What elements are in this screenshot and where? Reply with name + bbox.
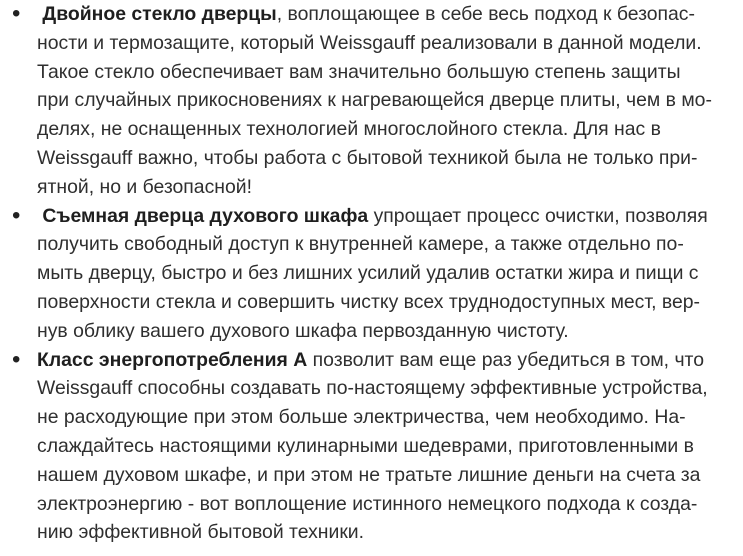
text-line: нашем духовом шкафе, и при этом не тратьте лишние деньги на счета за: [37, 463, 701, 486]
text-line: ятной, но и безопасной!: [37, 175, 252, 198]
feature-title: Съемная дверца духового шкафа: [42, 204, 369, 227]
text-line: электроэнергию - вот воплощение истинного немецкого подхода к созда-: [37, 492, 698, 515]
bullet-icon: •: [12, 201, 21, 229]
text-line: ности и термозащите, который Weissgauff реализовали в данной модели.: [37, 31, 702, 54]
feature-text: позволит вам еще раз убедиться в том, что: [307, 348, 705, 371]
text-line: Weissgauff важно, чтобы работа с бытовой техникой была не только при-: [37, 146, 698, 169]
list-item-energy-class: [0, 346, 743, 548]
text-line: делях, не оснащенных технологией многослойного стекла. Для нас в: [37, 118, 661, 141]
text-line: мыть дверцу, быстро и без лишних усилий удалив остатки жира и пищи с: [37, 262, 699, 285]
list-item-double-glass: [0, 0, 743, 202]
list-item-removable-door: [0, 202, 743, 346]
text-line: получить свободный доступ к внутренней камере, а также отдельно по-: [37, 233, 684, 256]
first-line: [37, 0, 741, 29]
text-line: поверхности стекла и совершить чистку всех труднодоступных мест, вер-: [37, 290, 700, 313]
text-line: слаждайтесь настоящими кулинарными шедеврами, приготовленными в: [37, 434, 694, 457]
feature-title: Класс энергопотребления А: [37, 348, 308, 371]
feature-title: Двойное стекло дверцы: [42, 3, 277, 25]
feature-text: упрощает процесс очистки, позволяя: [368, 204, 708, 227]
first-line: [37, 202, 741, 231]
bullet-icon: •: [12, 345, 21, 373]
feature-text: , воплощающее в себе весь подход к безопас-: [276, 3, 695, 25]
text-line: нию эффективной бытовой техники.: [37, 521, 365, 544]
first-line: [37, 346, 741, 375]
text-line: не расходующие при этом больше электричества, чем необходимо. На-: [37, 406, 686, 429]
text-line: Такое стекло обеспечивает вам значительно большую степень защиты: [37, 60, 681, 83]
text-line: Weissgauff способны создавать по-настоящему эффективные устройства,: [37, 377, 708, 400]
text-line: нув облику вашего духового шкафа первозданную чистоту.: [37, 319, 569, 342]
bullet-icon: •: [12, 0, 21, 27]
text-line: при случайных прикосновениях к нагревающейся дверце плиты, чем в мо-: [37, 89, 712, 112]
